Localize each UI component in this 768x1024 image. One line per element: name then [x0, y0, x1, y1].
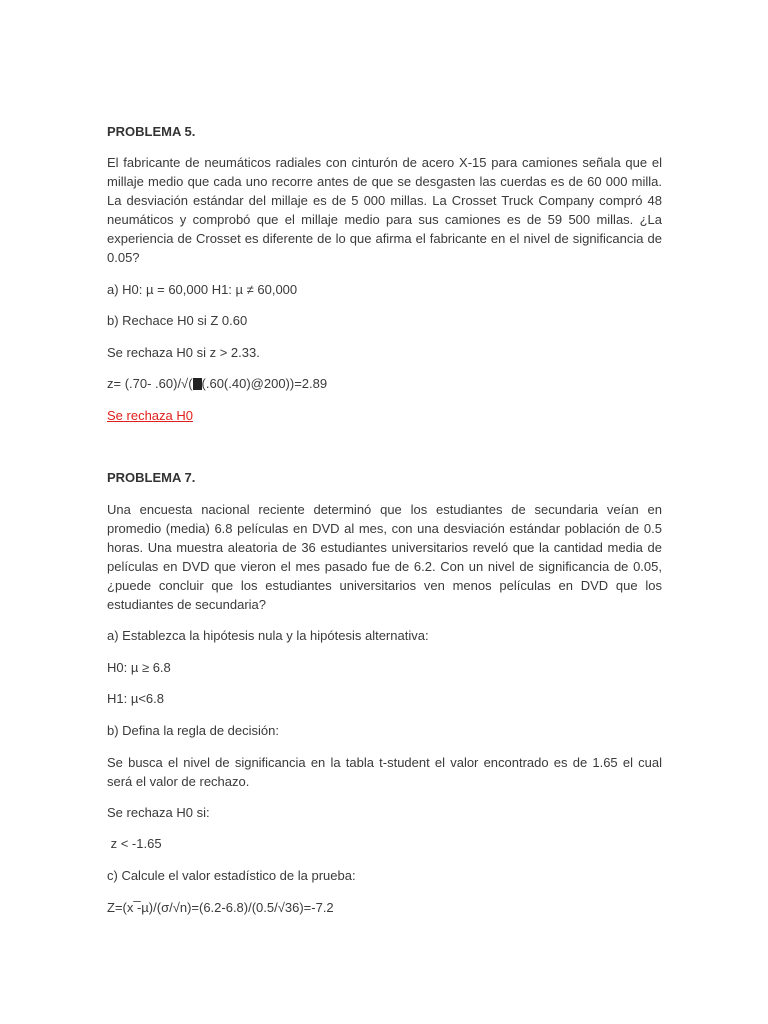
placeholder-box-icon: [193, 378, 202, 390]
problem-7-h0: H0: µ ≥ 6.8: [107, 660, 171, 675]
problem-7-rule: Se busca el nivel de significancia en la tabla t-student el valor encontrado es de 1.65 el cual será el valor de rechazo.: [107, 755, 662, 789]
problem-7-statement: Una encuesta nacional reciente determinó que los estudiantes de secundaria veían en promedio (media) 6.8 películas en DVD al mes, con una desviación estándar población de 0.5 horas. Una muestra aleatoria de 36 estudiantes universitarios reveló que la cantidad media de películas en DVD que vieron el mes pasado fue de 6.2. Con un nivel de significancia de 0.05, ¿puede concluir que los estudiantes universitarios ven menos películas en DVD que los estudiantes de secundaria?: [107, 502, 662, 612]
z-formula-start: z= (.70- .60)/√(: [107, 376, 193, 391]
problem-7-h1: H1: µ<6.8: [107, 691, 164, 706]
problem-7-formula: Z=(x ̅-µ)/(σ/√n)=(6.2-6.8)/(0.5/√36)=-7.2: [107, 900, 334, 915]
problem-5-z-formula: [107, 376, 327, 392]
problem-7-reject-label: Se rechaza H0 si:: [107, 805, 210, 820]
problem-7-z-condition: z < -1.65: [107, 836, 162, 851]
problem-5-rule: b) Rechace H0 si Z 0.60: [107, 313, 248, 328]
problem-5-conclusion[interactable]: [107, 408, 193, 424]
z-formula-end: (.60(.40)@200))=2.89: [201, 376, 328, 391]
conclusion-link[interactable]: Se rechaza H0: [107, 408, 193, 423]
problem-7-part-c: c) Calcule el valor estadístico de la prueba:: [107, 868, 356, 883]
problem-5-statement: El fabricante de neumáticos radiales con cinturón de acero X-15 para camiones señala que el millaje medio que cada uno recorre antes de que se desgasten las cuerdas es de 60 000 milla. La desviación estándar del millaje es de 5 000 millas. La Crosset Truck Company compró 48 neumáticos y comprobó que el millaje medio para sus camiones es de 59 500 millas. ¿La experiencia de Crosset es diferente de lo que afirma el fabricante en el nivel de significancia de 0.05?: [107, 155, 662, 265]
problem-7-part-a: a) Establezca la hipótesis nula y la hipótesis alternativa:: [107, 628, 429, 643]
problem-7-part-b: b) Defina la regla de decisión:: [107, 723, 279, 738]
problem-5-title: PROBLEMA 5.: [107, 124, 196, 139]
problem-7-title: PROBLEMA 7.: [107, 470, 196, 485]
problem-5-hypotheses: a) H0: µ = 60,000 H1: µ ≠ 60,000: [107, 282, 298, 297]
problem-5-reject-condition: Se rechaza H0 si z > 2.33.: [107, 345, 260, 360]
